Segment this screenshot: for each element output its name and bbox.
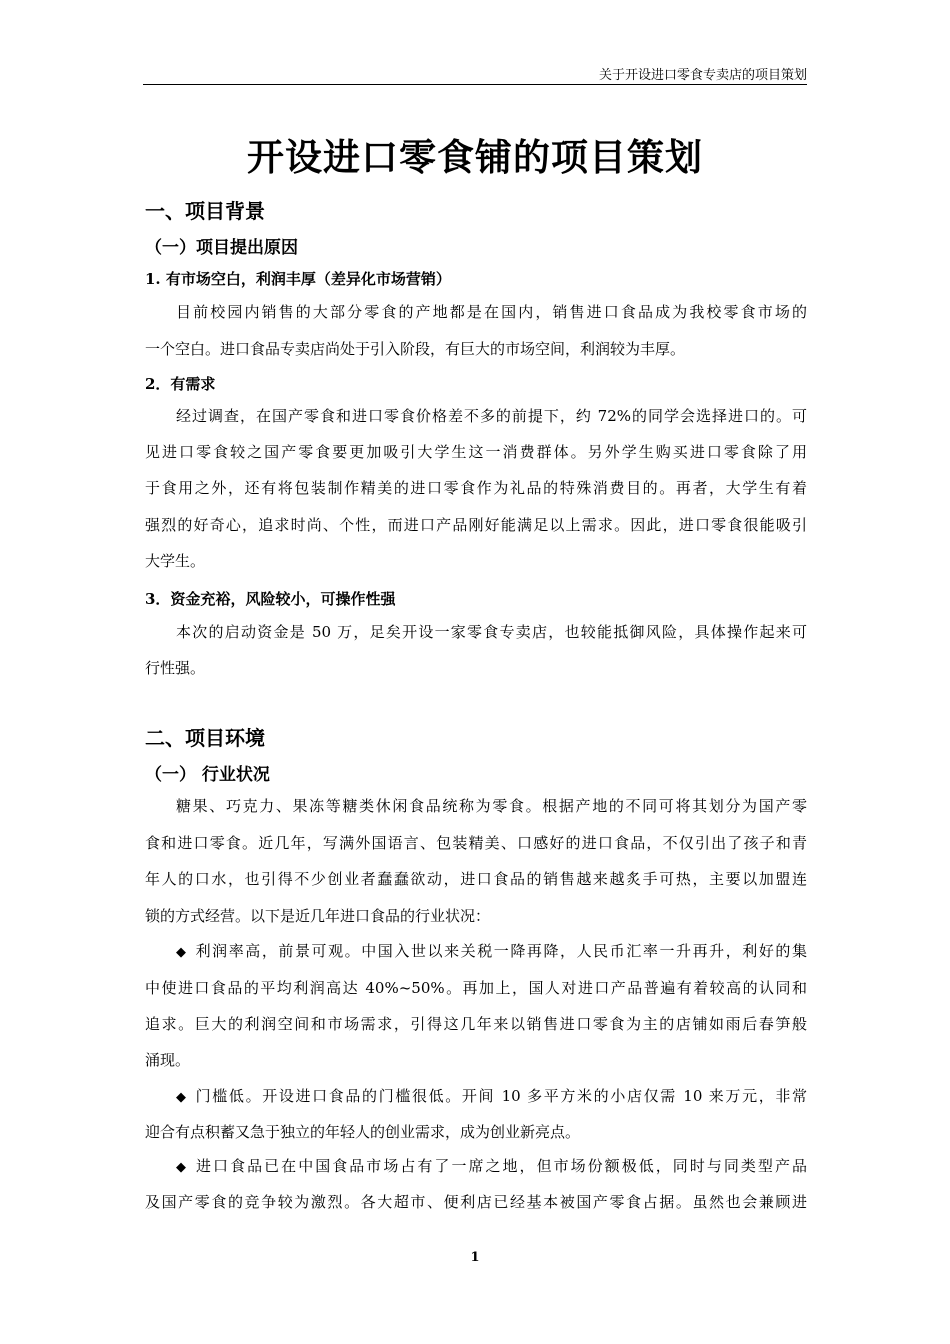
bullet-paragraph-line — [176, 1155, 807, 1176]
paragraph-line: 锁的方式经营。以下是近几年进口食品的行业状况： — [145, 907, 491, 925]
paragraph-line: 一个空白。进口食品专卖店尚处于引入阶段，有巨大的市场空间，利润较为丰厚。 — [145, 340, 686, 358]
paragraph-line: 涌现。 — [145, 1051, 191, 1069]
bullet-text: 利润率高，前景可观。中国入世以来关税一降再降，人民币汇率一升再升，利好的集 — [194, 942, 807, 960]
page-header — [143, 62, 807, 85]
page-number: 1 — [470, 1250, 480, 1265]
paragraph-line: 经过调查，在国产零食和进口零食价格差不多的前提下，约 72%的同学会选择进口的。可 — [176, 407, 807, 425]
paragraph-line: 于食用之外，还有将包装制作精美的进口零食作为礼品的特殊消费目的。再者，大学生有着 — [145, 479, 807, 497]
paragraph-line: 见进口零食较之国产零食要更加吸引大学生这一消费群体。另外学生购买进口零食除了用 — [145, 443, 807, 461]
paragraph-line: 糖果、巧克力、果冻等糖类休闲食品统称为零食。根据产地的不同可将其划分为国产零 — [176, 797, 807, 815]
paragraph-line: 年人的口水，也引得不少创业者蠢蠢欲动，进口食品的销售越来越炙手可热，主要以加盟连 — [145, 870, 807, 888]
paragraph-line: 强烈的好奇心，追求时尚、个性，而进口产品刚好能满足以上需求。因此，进口零食很能吸引 — [145, 516, 807, 534]
running-title: 关于开设进口零食专卖店的项目策划 — [598, 68, 807, 83]
item-heading: 3．资金充裕，风险较小，可操作性强 — [145, 590, 396, 608]
bullet-text: 门槛低。开设进口食品的门槛很低。开间 10 多平方米的小店仅需 10 来万元，非常 — [194, 1087, 807, 1105]
paragraph-line: 迎合有点积蓄又急于独立的年轻人的创业需求，成为创业新亮点。 — [145, 1123, 581, 1141]
subsection-heading: （一） 行业状况 — [145, 765, 270, 785]
paragraph-line: 大学生。 — [145, 552, 206, 570]
bullet-paragraph-line — [176, 1085, 807, 1106]
item-heading: 2．有需求 — [145, 375, 216, 393]
section-heading: 一、项目背景 — [145, 199, 265, 223]
item-heading: 1. 有市场空白，利润丰厚（差异化市场营销） — [145, 270, 451, 288]
paragraph-line: 中使进口食品的平均利润高达 40%~50%。再加上，国人对进口产品普遍有着较高的认同和 — [145, 979, 807, 997]
paragraph-line: 本次的启动资金是 50 万，足矣开设一家零食专卖店，也较能抵御风险，具体操作起来可 — [176, 623, 807, 641]
paragraph-line: 食和进口零食。近几年，写满外国语言、包装精美、口感好的进口食品，不仅引出了孩子和青 — [145, 834, 807, 852]
paragraph-line: 及国产零食的竞争较为激烈。各大超市、便利店已经基本被国产零食占据。虽然也会兼顾进 — [145, 1193, 807, 1211]
diamond-bullet-icon: ◆ — [176, 1090, 186, 1105]
diamond-bullet-icon: ◆ — [176, 945, 186, 960]
paragraph-line: 追求。巨大的利润空间和市场需求，引得这几年来以销售进口零食为主的店铺如雨后春笋般 — [145, 1015, 807, 1033]
paragraph-line: 目前校园内销售的大部分零食的产地都是在国内，销售进口食品成为我校零食市场的 — [176, 303, 807, 321]
document-title: 开设进口零食铺的项目策划 — [247, 135, 703, 179]
diamond-bullet-icon: ◆ — [176, 1160, 186, 1175]
section-heading: 二、项目环境 — [145, 726, 265, 750]
paragraph-line: 行性强。 — [145, 659, 206, 677]
subsection-heading: （一）项目提出原因 — [145, 238, 298, 258]
bullet-text: 进口食品已在中国食品市场占有了一席之地，但市场份额极低，同时与同类型产品 — [194, 1157, 807, 1175]
bullet-paragraph-line — [176, 940, 807, 961]
